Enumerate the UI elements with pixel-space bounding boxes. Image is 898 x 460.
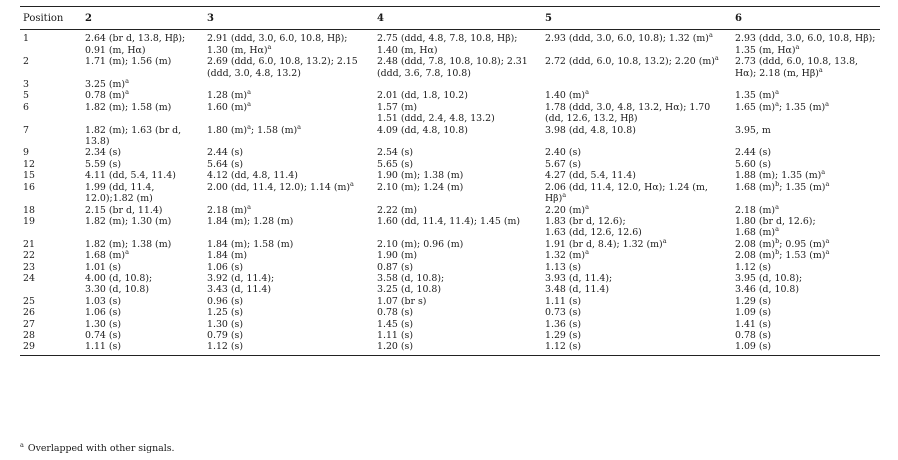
position-cell: 21: [23, 238, 35, 250]
position-cell: 28: [23, 329, 35, 341]
shift-cell: [732, 79, 880, 90]
shift-cell: 4.11 (dd, 5.4, 11.4): [85, 170, 176, 182]
table-row: [20, 79, 880, 90]
shift-cell: 1.68 $(m)^b$; 1.35 $(m)^a$: [735, 179, 830, 193]
position-cell: 9: [23, 147, 29, 159]
table-row: [20, 296, 880, 307]
shift-cell: 2.20 $(m)^a$: [545, 202, 589, 216]
shift-cell: 2.18 $(m)^a$: [207, 202, 251, 216]
shift-cell: 2.40 (s): [545, 147, 581, 159]
shift-cell: 1.84 (m); 1.58 (m): [207, 238, 294, 250]
column-header-compound: 5: [542, 7, 732, 30]
shift-cell: 1.90 (m); 1.38 (m): [377, 170, 464, 182]
shift-cell: 1.68 $(m)^a$: [85, 248, 129, 262]
table-footnote: [20, 440, 175, 454]
table-row: [20, 56, 880, 79]
shift-cell: 1.12 (s): [542, 341, 732, 355]
shift-cell: 2.91 (ddd, 3.0, 6.0, 10.8, Hβ); 1.30 (m, Hα)$^a$: [207, 33, 348, 56]
shift-cell: 5.60 (s): [735, 158, 771, 170]
table-row: [20, 319, 880, 330]
shift-cell: 1.41 (s): [735, 318, 771, 330]
shift-cell: 2.75 (ddd, 4.8, 7.8, 10.8, Hβ); 1.40 (m, Hα): [377, 33, 518, 56]
shift-cell: 2.22 (m): [377, 204, 418, 216]
shift-cell: 1.11 (s): [377, 329, 413, 341]
shift-cell: 1.40 $(m)^a$: [545, 88, 589, 102]
shift-cell: 1.32 $(m)^a$: [545, 248, 589, 262]
position-cell: 23: [23, 261, 35, 273]
shift-cell: 0.96 (s): [207, 295, 243, 307]
shift-cell: 2.10 (m); 1.24 (m): [377, 181, 464, 193]
shift-cell: 1.28 $(m)^a$: [207, 88, 251, 102]
position-cell: 16: [23, 181, 35, 193]
shift-cell: 1.82 (m); 1.58 (m): [85, 101, 172, 113]
shift-cell: 2.54 (s): [377, 147, 413, 159]
footnote-text: Overlapped with other signals.: [27, 443, 175, 454]
shift-cell: 1.57 (m) 1.51 (ddd, 2.4, 4.8, 13.2): [377, 101, 495, 125]
shift-cell: 1.88 (m); 1.35 $(m)^a$: [735, 168, 826, 182]
shift-cell: 2.06 (dd, 11.4, 12.0, Hα); 1.24 (m, Hβ)$^a$: [545, 181, 708, 205]
position-cell: 12: [23, 158, 35, 170]
shift-cell: 1.78 (ddd, 3.0, 4.8, 13.2, Hα); 1.70 (dd, 12.6, 13.2, Hβ): [545, 101, 711, 125]
shift-cell: 2.64 (br d, 13.8, Hβ); 0.91 (m, Hα): [85, 33, 186, 56]
shift-cell: 5.65 (s): [377, 158, 413, 170]
shift-cell: 0.87 (s): [377, 261, 413, 273]
shift-cell: 1.01 (s): [85, 261, 121, 273]
shift-cell: 1.12 (s): [204, 341, 374, 355]
shift-cell: 2.72 (ddd, 6.0, 10.8, 13.2); 2.20 $(m)^a$: [545, 54, 719, 68]
shift-cell: 1.35 $(m)^a$: [735, 88, 779, 102]
shift-cell: 5.64 (s): [207, 158, 243, 170]
shift-cell: [542, 79, 732, 90]
position-cell: 15: [23, 170, 35, 182]
shift-cell: 5.59 (s): [85, 158, 121, 170]
shift-cell: 0.78 $(m)^a$: [85, 88, 129, 102]
shift-cell: 3.95, m: [735, 124, 771, 136]
shift-cell: 1.99 (dd, 11.4, 12.0);1.82 (m): [85, 181, 155, 205]
shift-cell: 3.95 (d, 10.8); 3.46 (d, 10.8): [735, 272, 803, 296]
position-cell: 29: [20, 341, 82, 355]
shift-cell: 1.07 (br s): [377, 295, 427, 307]
shift-cell: 1.30 (s): [207, 318, 243, 330]
shift-cell: 0.79 (s): [207, 329, 243, 341]
shift-cell: 1.91 (br d, 8.4); 1.32 $(m)^a$: [545, 236, 667, 250]
table-row: [20, 262, 880, 273]
shift-cell: 1.82 (m); 1.63 (br d, 13.8): [85, 124, 182, 148]
position-cell: 6: [23, 101, 29, 113]
shift-cell: 2.08 $(m)^b$; 1.53 $(m)^a$: [735, 248, 830, 262]
table-row: [20, 147, 880, 158]
table-row: [20, 307, 880, 318]
shift-cell: 3.93 (d, 11.4); 3.48 (d, 11.4): [545, 272, 613, 296]
shift-cell: 1.84 (m): [207, 250, 248, 262]
position-cell: 25: [23, 295, 35, 307]
shift-cell: 1.80 (br d, 12.6); 1.68 $(m)^a$: [735, 215, 816, 239]
shift-cell: 1.09 (s): [735, 307, 771, 319]
shift-cell: 1.12 (s): [735, 261, 771, 273]
shift-cell: 4.00 (d, 10.8); 3.30 (d, 10.8): [85, 272, 153, 296]
nmr-data-table: [20, 6, 880, 356]
shift-cell: 2.00 (dd, 11.4, 12.0); 1.14 $(m)^a$: [207, 179, 354, 193]
shift-cell: 2.08 $(m)^b$; 0.95 $(m)^a$: [735, 236, 830, 250]
shift-cell: 1.20 (s): [374, 341, 542, 355]
shift-cell: 1.90 (m): [377, 250, 418, 262]
shift-cell: 1.60 $(m)^a$: [207, 99, 251, 113]
table-row: [20, 341, 880, 355]
shift-cell: 3.92 (d, 11.4); 3.43 (d, 11.4): [207, 272, 275, 296]
table-row: [20, 216, 880, 239]
shift-cell: [374, 79, 542, 90]
column-header-compound: 6: [732, 7, 880, 30]
shift-cell: 3.58 (d, 10.8); 3.25 (d, 10.8): [377, 272, 445, 296]
shift-cell: 4.09 (dd, 4.8, 10.8): [377, 124, 468, 136]
shift-cell: 1.06 (s): [85, 307, 121, 319]
shift-cell: [204, 79, 374, 90]
position-cell: 7: [23, 124, 29, 136]
shift-cell: 1.36 (s): [545, 318, 581, 330]
shift-cell: 1.84 (m); 1.28 (m): [207, 215, 294, 227]
shift-cell: 2.44 (s): [207, 147, 243, 159]
column-header-compound: 3: [204, 7, 374, 30]
shift-cell: 2.69 (ddd, 6.0, 10.8, 13.2); 2.15 (ddd, 3.0, 4.8, 13.2): [207, 56, 358, 79]
shift-cell: 1.09 (s): [732, 341, 880, 355]
position-cell: 3: [23, 79, 29, 91]
shift-cell: 1.03 (s): [85, 295, 121, 307]
table-row: [20, 170, 880, 181]
shift-cell: 1.13 (s): [545, 261, 581, 273]
position-cell: 18: [23, 204, 35, 216]
column-header-position: Position: [20, 7, 82, 30]
table-row: [20, 273, 880, 296]
table-row: [20, 90, 880, 101]
shift-cell: 1.45 (s): [377, 318, 413, 330]
shift-cell: 2.93 (ddd, 3.0, 6.0, 10.8); 1.32 $(m)^a$: [545, 31, 713, 45]
position-cell: 1: [23, 33, 29, 45]
shift-cell: 1.11 (s): [545, 295, 581, 307]
shift-cell: 2.44 (s): [735, 147, 771, 159]
shift-cell: 3.25 $(m)^a$: [85, 76, 129, 91]
shift-cell: 0.78 (s): [735, 329, 771, 341]
shift-cell: 2.93 (ddd, 3.0, 6.0, 10.8, Hβ); 1.35 (m, Hα)$^a$: [735, 33, 876, 56]
shift-cell: 0.74 (s): [85, 329, 121, 341]
shift-cell: 1.29 (s): [735, 295, 771, 307]
shift-cell: 1.83 (br d, 12.6); 1.63 (dd, 12.6, 12.6): [545, 215, 642, 239]
footnote-marker: a: [20, 440, 24, 449]
position-cell: 24: [23, 272, 35, 284]
shift-cell: 2.73 (ddd, 6.0, 10.8, 13.8, Hα); 2.18 (m, Hβ)$^a$: [735, 56, 859, 79]
shift-cell: 4.12 (dd, 4.8, 11.4): [207, 170, 298, 182]
position-cell: 26: [23, 307, 35, 319]
column-header-compound: 2: [82, 7, 204, 30]
shift-cell: 0.73 (s): [545, 307, 581, 319]
shift-cell: 1.29 (s): [545, 329, 581, 341]
shift-cell: 1.71 (m); 1.56 (m): [85, 56, 172, 68]
position-cell: 19: [23, 215, 35, 227]
shift-cell: 1.82 (m); 1.38 (m): [85, 238, 172, 250]
position-cell: 22: [23, 250, 35, 262]
shift-cell: 5.67 (s): [545, 158, 581, 170]
table-row: [20, 182, 880, 205]
shift-cell: 2.15 (br d, 11.4): [85, 204, 163, 216]
table-header-row: [20, 7, 880, 30]
shift-cell: 2.01 (dd, 1.8, 10.2): [377, 90, 468, 102]
position-cell: 2: [23, 56, 29, 68]
shift-cell: 1.60 (dd, 11.4, 11.4); 1.45 (m): [377, 215, 521, 227]
shift-cell: 4.27 (dd, 5.4, 11.4): [545, 170, 636, 182]
shift-cell: 2.34 (s): [85, 147, 121, 159]
shift-cell: 1.11 (s): [82, 341, 204, 355]
shift-cell: 2.48 (ddd, 7.8, 10.8, 10.8); 2.31 (ddd, 3.6, 7.8, 10.8): [377, 56, 528, 79]
shift-cell: 1.80 $(m)^a$; 1.58 $(m)^a$: [207, 122, 302, 136]
shift-cell: 0.78 (s): [377, 307, 413, 319]
shift-cell: 1.25 (s): [207, 307, 243, 319]
table-row: [20, 30, 880, 56]
table-row: [20, 125, 880, 148]
shift-cell: 2.18 $(m)^a$: [735, 202, 779, 216]
table-row: [20, 159, 880, 170]
shift-cell: 2.10 (m); 0.96 (m): [377, 238, 464, 250]
shift-cell: 1.82 (m); 1.30 (m): [85, 215, 172, 227]
shift-cell: 1.65 $(m)^a$; 1.35 $(m)^a$: [735, 99, 830, 113]
table-row: [20, 250, 880, 261]
shift-cell: 3.98 (dd, 4.8, 10.8): [545, 124, 636, 136]
table-row: [20, 239, 880, 250]
shift-cell: 1.06 (s): [207, 261, 243, 273]
position-cell: 5: [23, 90, 29, 102]
table-row: [20, 330, 880, 341]
position-cell: 27: [23, 318, 35, 330]
shift-cell: 1.30 (s): [85, 318, 121, 330]
table-row: [20, 102, 880, 125]
table-row: [20, 205, 880, 216]
column-header-compound: 4: [374, 7, 542, 30]
data-table-container: [20, 6, 880, 356]
